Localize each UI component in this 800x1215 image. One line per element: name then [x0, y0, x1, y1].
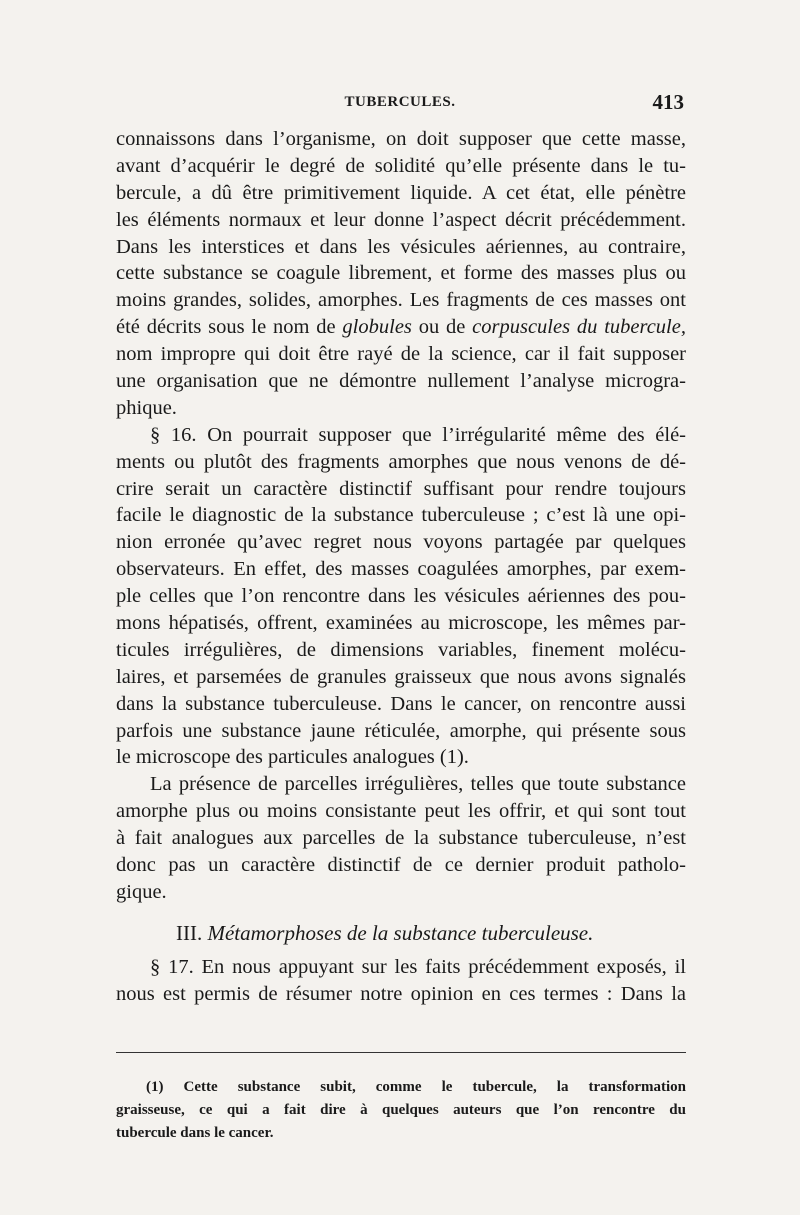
text-line: § 16. On pourrait supposer que l’irrégularité même des élé- [150, 423, 686, 446]
paragraph-1-rest [116, 341, 686, 395]
text-line: crire serait un caractère distinctif suffisant pour rendre toujours [116, 477, 686, 500]
text-line: à fait analogues aux parcelles de la substance tuberculeuse, n’est [116, 827, 686, 850]
paragraph-2 [116, 422, 686, 745]
text-line: donc pas un caractère distinctif de ce dernier produit patholo- [116, 854, 686, 877]
running-header [116, 90, 684, 120]
paragraph-3 [116, 771, 686, 879]
footnote-line: (1) Cette substance subit, comme le tubercule, la transformation [146, 1079, 686, 1095]
text-line: moins grandes, solides, amorphes. Les fragments de ces masses ont [116, 289, 686, 312]
text-line: dans la substance tuberculeuse. Dans le cancer, on rencontre aussi [116, 692, 686, 715]
text-line: parfois une substance jaune réticulée, amorphe, qui présente sous [116, 719, 686, 742]
text-line: facile le diagnostic de la substance tuberculeuse ; c’est là une opi- [116, 504, 686, 527]
text-line: le microscope des particules analogues (1). [116, 746, 469, 769]
section-heading: III. Métamorphoses de la substance tuberculeuse. [176, 920, 594, 945]
text-line: avant d’acquérir le degré de solidité qu’elle présente dans le tu- [116, 154, 686, 177]
footnote-line: tubercule dans le cancer. [116, 1125, 274, 1141]
text-line: cette substance se coagule librement, et forme des masses plus ou [116, 262, 686, 285]
footnote-rule [116, 1052, 686, 1053]
text-line: nous est permis de résumer notre opinion en ces termes : Dans la [116, 982, 686, 1005]
paragraph-4 [116, 954, 686, 1008]
text-line: nion erronée qu’avec regret nous voyons partagée par quelques [116, 531, 686, 554]
text-line: La présence de parcelles irrégulières, telles que toute substance [150, 773, 686, 796]
footnote-line: graisseuse, ce qui a fait dire à quelques auteurs que l’on rencontre du [116, 1102, 686, 1118]
text-line: amorphe plus ou moins consistante peut les offrir, et qui sont tout [116, 800, 686, 823]
text-line: bercule, a dû être primitivement liquide. A cet état, elle pénètre [116, 181, 686, 204]
running-title: TUBERCULES. [344, 94, 456, 110]
text-line: § 17. En nous appuyant sur les faits précédemment exposés, il [150, 955, 686, 978]
text-line: phique. [116, 396, 177, 419]
page-number: 413 [652, 90, 684, 114]
footnote [116, 1076, 686, 1145]
text-line: laires, et parsemées de granules graisseux que nous avons signalés [116, 665, 686, 688]
text-line: ticules irrégulières, de dimensions variables, finement molécu- [116, 638, 686, 661]
text-line: observateurs. En effet, des masses coagulées amorphes, par exem- [116, 558, 686, 581]
text-line: Dans les interstices et dans les vésicules aériennes, au contraire, [116, 235, 686, 258]
main-text [116, 126, 686, 1008]
text-line: ments ou plutôt des fragments amorphes que nous venons de dé- [116, 450, 686, 473]
text-line: gique. [116, 880, 167, 903]
text-line: une organisation que ne démontre nullement l’analyse microgra- [116, 370, 686, 393]
text-line: mons hépatisés, offrent, examinées au microscope, les mêmes par- [116, 612, 686, 635]
italic-term: corpuscules du tubercule, [472, 316, 686, 339]
text-line: connaissons dans l’organisme, on doit supposer que cette masse, [116, 128, 686, 150]
text-line: nom impropre qui doit être rayé de la science, car il fait supposer [116, 343, 686, 366]
italic-term: globules [342, 316, 412, 339]
text-line: les éléments normaux et leur donne l’aspect décrit précédemment. [116, 208, 686, 231]
text-line: ple celles que l’on rencontre dans les vésicules aériennes des pou- [116, 585, 686, 608]
text-line: été décrits sous le nom de globules ou de corpuscules du tubercule, [116, 316, 686, 339]
paragraph-1 [116, 126, 686, 314]
